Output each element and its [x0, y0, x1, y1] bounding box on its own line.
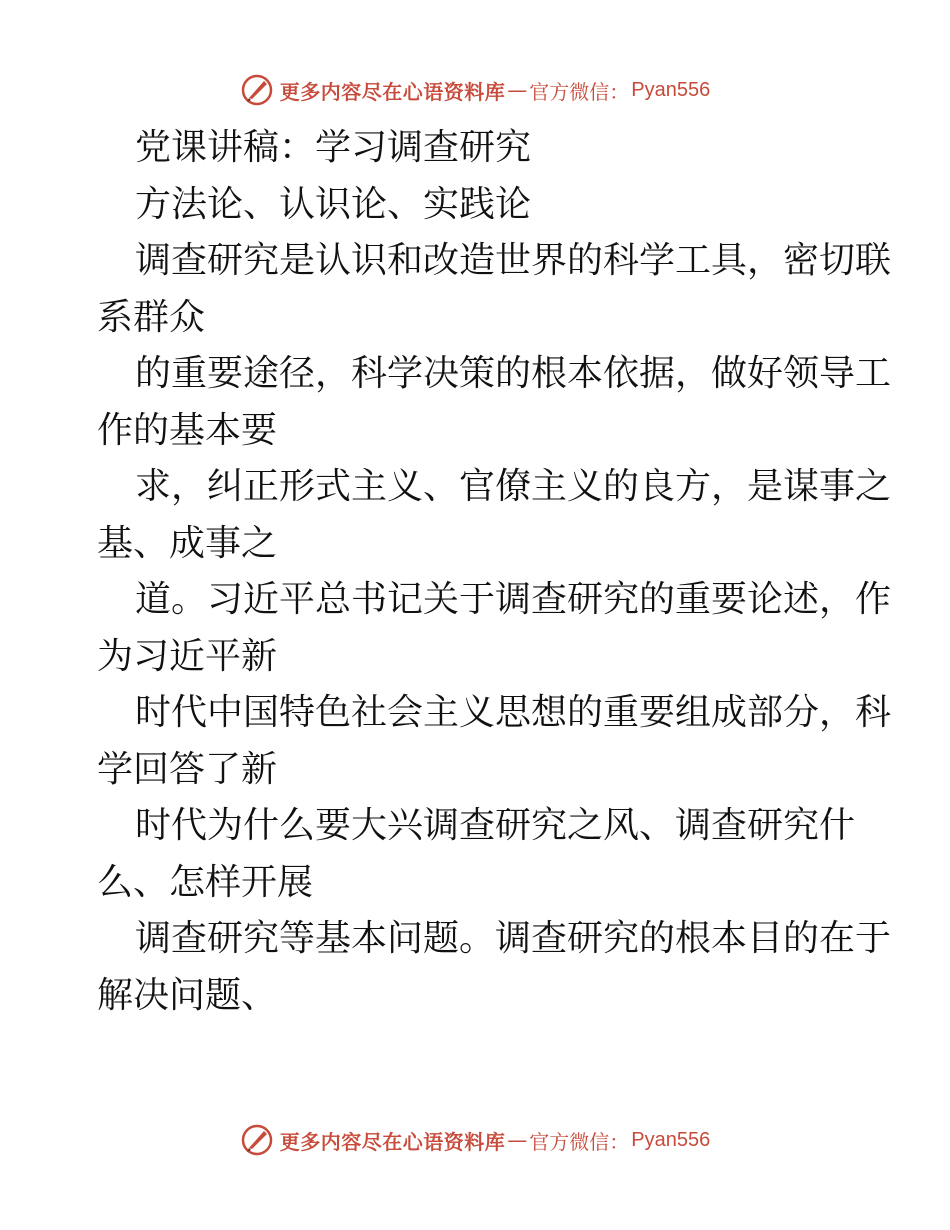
doc-line: 的重要途径，科学决策的根本依据，做好领导工 — [135, 353, 892, 394]
banner-separator: — — [507, 78, 528, 102]
quill-circle-logo-icon — [240, 1123, 274, 1157]
footer-wechat-label: 官方微信： — [529, 1129, 630, 1154]
doc-title: 党课讲稿：学习调查研究 — [135, 127, 532, 168]
doc-line: 为习近平新 — [97, 635, 278, 677]
doc-line: 调查研究等基本问题。调查研究的根本目的在于 — [135, 918, 892, 959]
footer-wechat-id: Pyan556 — [631, 1128, 711, 1151]
doc-line: 时代中国特色社会主义思想的重要组成部分，科 — [135, 692, 892, 733]
doc-line: 学回答了新 — [97, 748, 278, 790]
quill-circle-logo-icon — [240, 73, 274, 107]
doc-line: 解决问题、 — [97, 974, 278, 1016]
banner-wechat-label: 官方微信： — [529, 79, 630, 104]
doc-line: 道。习近平总书记关于调查研究的重要论述，作 — [135, 579, 892, 620]
document-body — [97, 120, 892, 1024]
banner-title: 更多内容尽在心语资料库 — [279, 79, 506, 104]
doc-line: 作的基本要 — [97, 409, 278, 451]
footer-banner-separator: — — [507, 1128, 528, 1152]
banner-wechat-id: Pyan556 — [631, 78, 711, 101]
doc-line: 么、怎样开展 — [97, 861, 314, 903]
footer-banner-title: 更多内容尽在心语资料库 — [279, 1129, 506, 1154]
doc-line: 时代为什么要大兴调查研究之风、调查研究什 — [135, 805, 856, 846]
footer-banner — [0, 1120, 950, 1160]
doc-line: 基、成事之 — [97, 522, 278, 564]
doc-line: 求，纠正形式主义、官僚主义的良方，是谋事之 — [135, 466, 892, 507]
header-banner — [0, 70, 950, 110]
doc-line: 系群众 — [97, 296, 206, 338]
doc-subtitle: 方法论、认识论、实践论 — [135, 183, 532, 225]
doc-line: 调查研究是认识和改造世界的科学工具，密切联 — [135, 240, 892, 281]
